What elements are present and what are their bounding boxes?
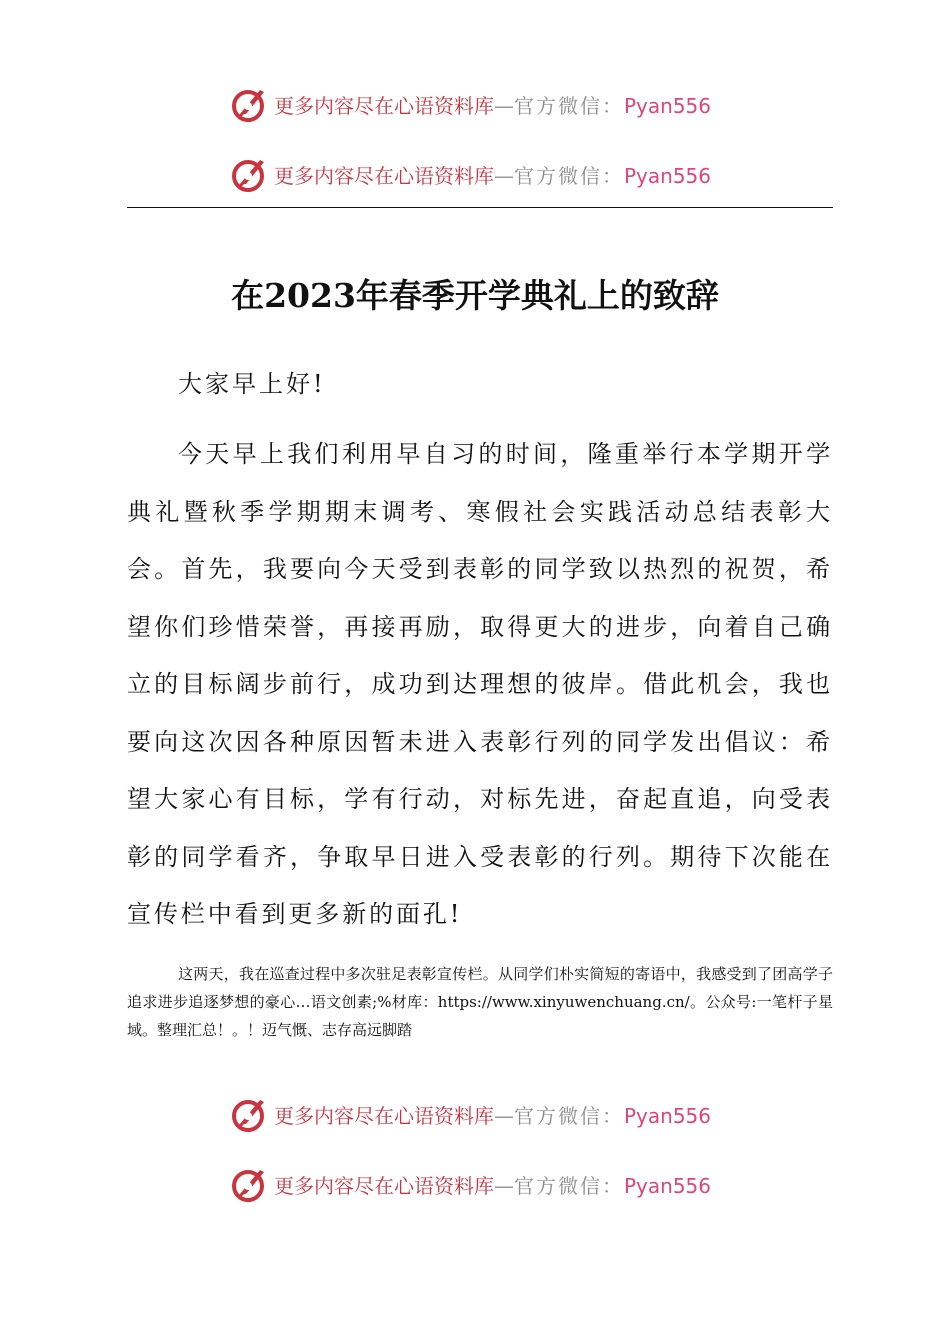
banner-text: 更多内容尽在心语资料库—官方微信：Pyan556 (274, 93, 712, 118)
body-paragraph-2: 这两天，我在巡查过程中多次驻足表彰宣传栏。从同学们朴实简短的寄语中，我感受到了团高学子追求进步追逐梦想的豪心…语文创素;%材库：https://www.xinyuwenchuang.cn/。公众号:一笔杆子星域。整理汇总！。！迈气慨、志存高远脚踏 (127, 965, 833, 1039)
document-title: 在2023年春季开学典礼上的致辞 (231, 276, 719, 315)
quill-pen-logo-icon (230, 1094, 270, 1134)
header-rule (127, 207, 833, 208)
banner-text: 更多内容尽在心语资料库—官方微信：Pyan556 (274, 163, 712, 188)
footer-banner-2 (230, 1164, 750, 1204)
header-banner-2 (230, 154, 750, 194)
quill-pen-logo-icon (230, 84, 270, 124)
body-paragraph-1: 今天早上我们利用早自习的时间，隆重举行本学期开学典礼暨秋季学期期末调考、寒假社会实践活动总结表彰大会。首先，我要向今天受到表彰的同学致以热烈的祝贺，希望你们珍惜荣誉，再接再励，取得更大的进步，向着自己确立的目标阔步前行，成功到达理想的彼岸。借此机会，我也要向这次因各种原因暂未进入表彰行列的同学发出倡议：希望大家心有目标，学有行动，对标先进，奋起直追，向受表彰的同学看齐，争取早日进入受表彰的行列。期待下次能在宣传栏中看到更多新的面孔! (127, 440, 833, 928)
banner-text: 更多内容尽在心语资料库—官方微信：Pyan556 (274, 1103, 712, 1128)
quill-pen-logo-icon (230, 1164, 270, 1204)
footer-banner-1 (230, 1094, 750, 1134)
header-banner-1 (230, 84, 750, 124)
quill-pen-logo-icon (230, 154, 270, 194)
greeting-line: 大家早上好! (178, 370, 326, 398)
banner-text: 更多内容尽在心语资料库—官方微信：Pyan556 (274, 1173, 712, 1198)
